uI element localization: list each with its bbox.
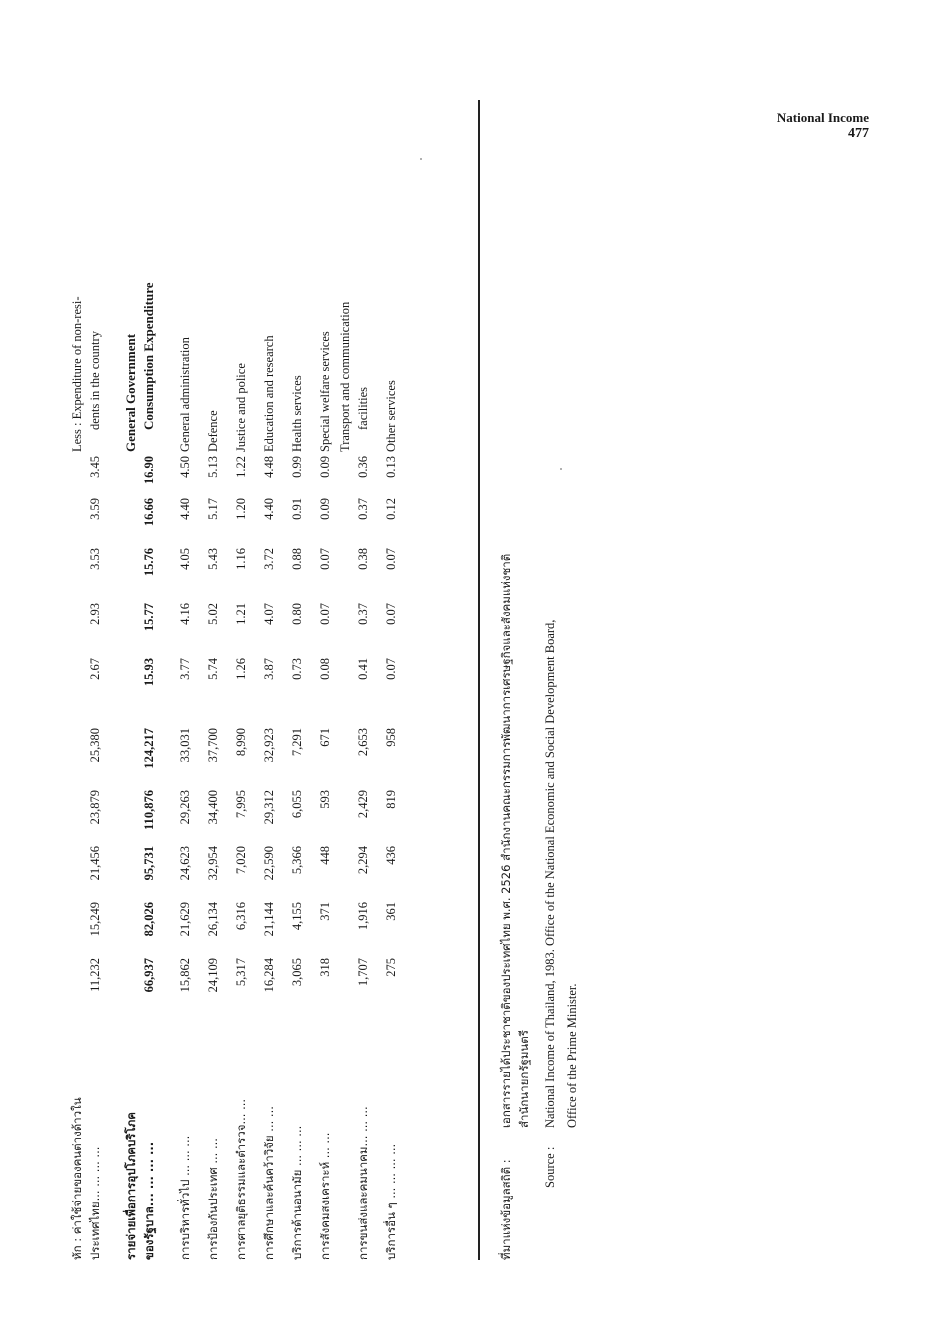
table-cell: 0.07 <box>318 548 332 570</box>
table-cell: 7,995 <box>234 790 248 819</box>
table-cell: 37,700 <box>206 728 220 763</box>
table-cell: 671 <box>318 728 332 747</box>
table-cell: 33,031 <box>178 728 192 763</box>
scan-speck <box>560 468 562 470</box>
table-cell: 11,232 <box>88 958 102 992</box>
table-cell: 15.93 <box>142 658 156 687</box>
table-cell: 16.66 <box>142 498 156 527</box>
source-thai-label: ที่มาแห่งข้อมูลสถิติ : <box>499 1159 513 1260</box>
table-cell: 4.05 <box>178 548 192 570</box>
table-cell: 1.21 <box>234 603 248 625</box>
table-cell: 819 <box>384 790 398 809</box>
row-label-thai: การศึกษาและค้นคว้าวิจัย ... ... <box>262 1106 276 1260</box>
table-row <box>260 60 278 1260</box>
row-label-english: Health services <box>290 375 304 452</box>
table-cell: 1.20 <box>234 498 248 520</box>
table-cell: 24,623 <box>178 846 192 881</box>
table-cell: 1,916 <box>356 902 370 931</box>
row-label-thai: ของรัฐบาล... ... ... ... <box>142 1141 156 1260</box>
table-cell: 0.37 <box>356 603 370 625</box>
table-cell: 0.37 <box>356 498 370 520</box>
source-thai-line-2: สำนักนายกรัฐมนตรี <box>517 1030 531 1128</box>
row-label-thai: การบริหารทั่วไป ... ... ... <box>178 1135 192 1260</box>
row-label-thai: การป้องกันประเทศ ... ... <box>206 1138 220 1260</box>
table-cell: 15,249 <box>88 902 102 937</box>
table-cell: 3.45 <box>88 456 102 478</box>
table-cell: 1.22 <box>234 456 248 478</box>
table-cell: 6,055 <box>290 790 304 819</box>
table-cell: 3.53 <box>88 548 102 570</box>
table-row <box>382 60 400 1260</box>
table-cell: 4.48 <box>262 456 276 478</box>
table-cell: 0.36 <box>356 456 370 478</box>
table-cell: 1,707 <box>356 958 370 987</box>
page-number: 477 <box>848 126 869 141</box>
table-cell: 0.73 <box>290 658 304 680</box>
table-cell: 2,653 <box>356 728 370 757</box>
table-cell: 34,400 <box>206 790 220 825</box>
table-cell: 3.87 <box>262 658 276 680</box>
table-cell: 95,731 <box>142 846 156 881</box>
table-cell: 21,144 <box>262 902 276 937</box>
table-row <box>336 60 354 1260</box>
table-cell: 4.40 <box>262 498 276 520</box>
table-row <box>232 60 250 1260</box>
rotated-table-page <box>60 60 820 1260</box>
table-cell: 5,317 <box>234 958 248 987</box>
table-cell: 21,456 <box>88 846 102 881</box>
table-cell: 0.80 <box>290 603 304 625</box>
table-cell: 2.67 <box>88 658 102 680</box>
table-cell: 5.43 <box>206 548 220 570</box>
table-cell: 275 <box>384 958 398 977</box>
row-label-thai: หัก : ค่าใช้จ่ายของคนต่างด้าวใน <box>70 1097 84 1260</box>
table-cell: 16,284 <box>262 958 276 993</box>
table-cell: 15.76 <box>142 548 156 577</box>
table-cell: 0.38 <box>356 548 370 570</box>
table-cell: 318 <box>318 958 332 977</box>
table-cell: 1.16 <box>234 548 248 570</box>
table-cell: 110,876 <box>142 790 156 830</box>
table-cell: 32,923 <box>262 728 276 763</box>
scan-speck <box>420 158 422 160</box>
table-cell: 593 <box>318 790 332 809</box>
table-cell: 2,429 <box>356 790 370 819</box>
row-label-english: Justice and police <box>234 363 248 452</box>
table-row <box>288 60 306 1260</box>
table-cell: 15.77 <box>142 603 156 632</box>
table-cell: 5.74 <box>206 658 220 680</box>
table-cell: 0.99 <box>290 456 304 478</box>
table-cell: 16.90 <box>142 456 156 485</box>
row-label-thai: ประเทศไทย... ... ... ... <box>88 1146 102 1260</box>
table-cell: 29,263 <box>178 790 192 825</box>
row-label-english: facilities <box>356 386 370 430</box>
row-label-english: Less : Expenditure of non-resi- <box>70 296 84 452</box>
table-cell: 0.09 <box>318 456 332 478</box>
row-label-thai: การขนส่งและคมนาคม... ... ... <box>356 1106 370 1260</box>
row-label-english: General Government <box>123 333 138 452</box>
row-label-english: Transport and communication <box>338 301 352 452</box>
table-row <box>354 60 372 1260</box>
table-cell: 4.07 <box>262 603 276 625</box>
table-cell: 448 <box>318 846 332 865</box>
table-cell: 436 <box>384 846 398 865</box>
table-cell: 0.91 <box>290 498 304 520</box>
row-label-english: General administration <box>178 337 192 452</box>
table-row <box>104 60 122 1260</box>
table-cell: 0.07 <box>384 658 398 680</box>
table-row <box>176 60 194 1260</box>
table-cell: 25,380 <box>88 728 102 763</box>
table-cell: 5.17 <box>206 498 220 520</box>
table-cell: 958 <box>384 728 398 747</box>
table-cell: 1.26 <box>234 658 248 680</box>
table-row <box>140 60 158 1260</box>
source-english-label: Source : <box>543 1146 557 1188</box>
table-cell: 0.07 <box>318 603 332 625</box>
row-label-thai: การสังคมสงเคราะห์ ... ... <box>318 1132 332 1260</box>
table-cell: 0.07 <box>384 548 398 570</box>
table-cell: 2.93 <box>88 603 102 625</box>
table-cell: 0.08 <box>318 658 332 680</box>
table-cell: 2,294 <box>356 846 370 875</box>
table-cell: 361 <box>384 902 398 921</box>
row-label-english: dents in the country <box>88 331 102 430</box>
table-cell: 66,937 <box>142 958 156 993</box>
table-cell: 5,366 <box>290 846 304 875</box>
page-title: National Income <box>776 110 869 125</box>
row-label-english: Special welfare services <box>318 331 332 452</box>
row-label-english: Consumption Expenditure <box>141 282 156 430</box>
table-cell: 24,109 <box>206 958 220 993</box>
table-cell: 0.09 <box>318 498 332 520</box>
table-cell: 3,065 <box>290 958 304 987</box>
table-bottom-rule <box>478 100 480 1260</box>
row-label-thai: บริการด้านอนามัย ... ... ... <box>290 1125 304 1260</box>
row-label-english: Education and research <box>262 335 276 452</box>
row-label-thai: รายจ่ายเพื่อการอุปโภคบริโภค <box>124 1112 138 1260</box>
table-cell: 0.12 <box>384 498 398 520</box>
table-cell: 3.59 <box>88 498 102 520</box>
row-label-english: Defence <box>206 410 220 452</box>
row-label-thai: การศาลยุติธรรมและตำรวจ... ... <box>234 1098 248 1260</box>
table-cell: 22,590 <box>262 846 276 881</box>
table-cell: 5.13 <box>206 456 220 478</box>
row-label-thai: บริการอื่น ๆ ... ... ... ... <box>384 1143 398 1260</box>
table-cell: 21,629 <box>178 902 192 937</box>
table-row <box>204 60 222 1260</box>
table-cell: 8,990 <box>234 728 248 757</box>
source-english-line-1: National Income of Thailand, 1983. Office of the National Economic and Social Development Board, <box>543 619 557 1128</box>
table-cell: 0.41 <box>356 658 370 680</box>
table-cell: 4.50 <box>178 456 192 478</box>
table-cell: 15,862 <box>178 958 192 993</box>
table-cell: 29,312 <box>262 790 276 825</box>
table-cell: 371 <box>318 902 332 921</box>
table-cell: 82,026 <box>142 902 156 937</box>
table-cell: 26,134 <box>206 902 220 937</box>
table-cell: 0.13 <box>384 456 398 478</box>
table-cell: 6,316 <box>234 902 248 931</box>
table-cell: 5.02 <box>206 603 220 625</box>
row-label-english: Other services <box>384 380 398 452</box>
table-cell: 4,155 <box>290 902 304 931</box>
table-cell: 4.40 <box>178 498 192 520</box>
table-cell: 3.77 <box>178 658 192 680</box>
table-row <box>316 60 334 1260</box>
table-cell: 7,291 <box>290 728 304 757</box>
table-cell: 4.16 <box>178 603 192 625</box>
table-cell: 124,217 <box>142 728 156 769</box>
table-row <box>122 60 140 1260</box>
table-cell: 0.07 <box>384 603 398 625</box>
table-cell: 32,954 <box>206 846 220 881</box>
source-english-line-2: Office of the Prime Minister. <box>565 983 579 1128</box>
table-cell: 3.72 <box>262 548 276 570</box>
table-row <box>86 60 104 1260</box>
table-row <box>158 60 176 1260</box>
table-row <box>68 60 86 1260</box>
table-cell: 7,020 <box>234 846 248 875</box>
table-cell: 23,879 <box>88 790 102 825</box>
source-thai-line-1: เอกสารรายได้ประชาชาติของประเทศไทย พ.ศ. 2526 สำนักงานคณะกรรมการพัฒนาการเศรษฐกิจและสังคมแห่งชาติ <box>499 553 513 1128</box>
table-cell: 0.88 <box>290 548 304 570</box>
